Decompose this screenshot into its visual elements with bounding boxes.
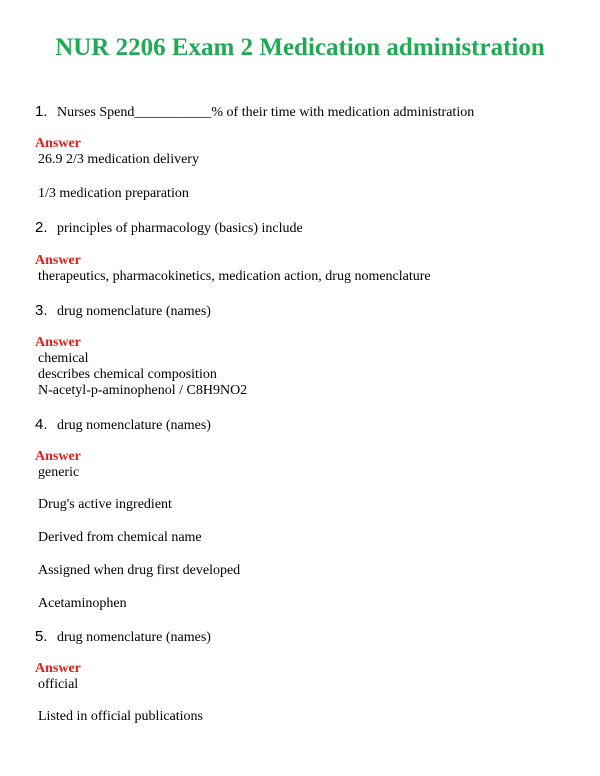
- answer-line: therapeutics, pharmacokinetics, medication action, drug nomenclature: [38, 269, 431, 284]
- question-number: 4.: [35, 416, 48, 433]
- question-number: 1.: [35, 103, 48, 120]
- answer-line: 1/3 medication preparation: [38, 186, 189, 201]
- question-1: [35, 103, 474, 121]
- answer-label: Answer: [35, 136, 81, 151]
- question-text: drug nomenclature (names): [57, 630, 211, 645]
- question-text: Nurses Spend___________% of their time with medication administration: [57, 105, 475, 120]
- page-title: NUR 2206 Exam 2 Medication administration: [55, 34, 545, 61]
- answer-label: Answer: [35, 661, 81, 676]
- answer-line: N-acetyl-p-aminophenol / C8H9NO2: [38, 383, 248, 398]
- answer-label: Answer: [35, 253, 81, 268]
- answer-line: Drug's active ingredient: [38, 497, 172, 512]
- answer-line: chemical: [38, 351, 89, 366]
- answer-label: Answer: [35, 335, 81, 350]
- answer-line: official: [38, 677, 79, 692]
- answer-line: describes chemical composition: [38, 367, 217, 382]
- question-4: [35, 416, 211, 434]
- answer-label: Answer: [35, 449, 81, 464]
- question-number: 3.: [35, 302, 48, 319]
- answer-line: Assigned when drug first developed: [38, 563, 241, 578]
- question-text: drug nomenclature (names): [57, 304, 211, 319]
- answer-line: 26.9 2/3 medication delivery: [38, 152, 199, 167]
- question-number: 2.: [35, 219, 48, 236]
- question-2: [35, 219, 303, 237]
- answer-line: generic: [38, 465, 80, 480]
- answer-line: Acetaminophen: [38, 596, 127, 611]
- question-text: drug nomenclature (names): [57, 418, 211, 433]
- question-5: [35, 628, 211, 646]
- answer-line: Listed in official publications: [38, 709, 203, 724]
- question-number: 5.: [35, 628, 48, 645]
- question-text: principles of pharmacology (basics) include: [57, 221, 303, 236]
- question-3: [35, 302, 211, 320]
- answer-line: Derived from chemical name: [38, 530, 202, 545]
